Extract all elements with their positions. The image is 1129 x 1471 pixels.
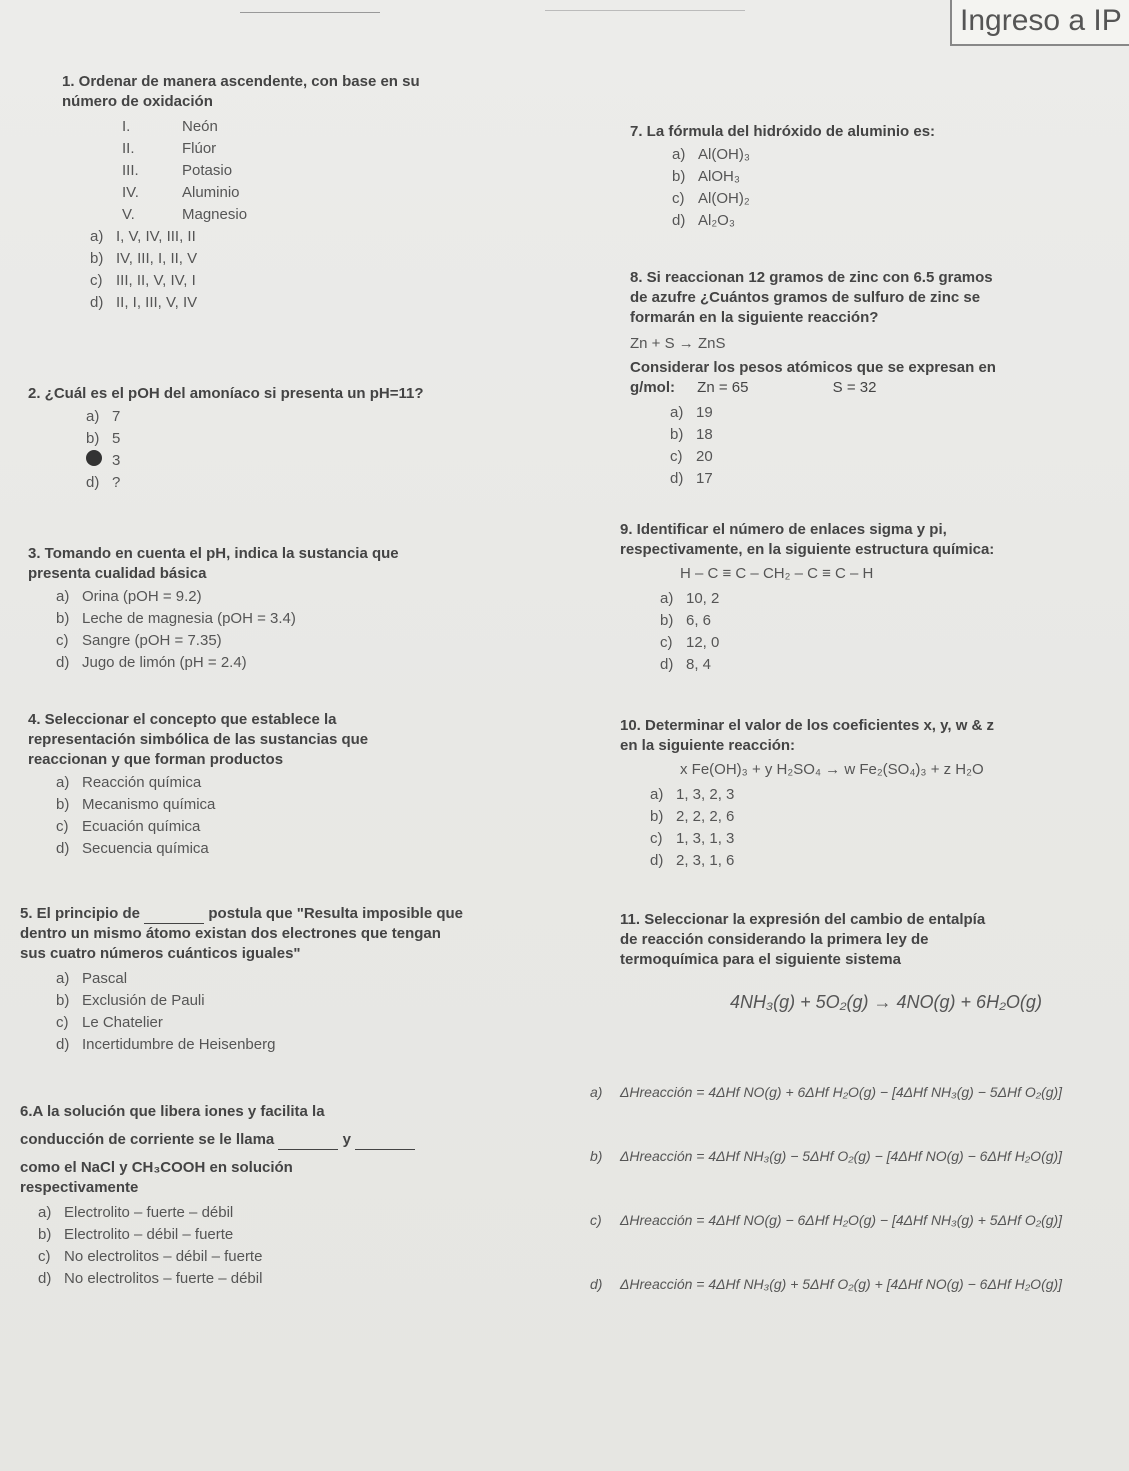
question-5-title-b: postula que "Resulta imposible que: [208, 905, 464, 922]
header-box: [950, 0, 1129, 46]
option-b[interactable]: [86, 428, 588, 450]
answer-blank[interactable]: [144, 909, 204, 924]
roman-item: [122, 138, 582, 160]
option-b[interactable]: [38, 1224, 590, 1246]
roman-label: Flúor: [182, 140, 217, 157]
option-b[interactable]: [56, 990, 590, 1012]
option-letter: d): [660, 656, 674, 673]
option-text: 5: [112, 430, 121, 447]
option-letter: c): [56, 632, 69, 649]
option-c[interactable]: [86, 450, 588, 472]
option-text: 20: [696, 448, 713, 465]
option-text: ΔHreacción = 4ΔHf NH₃(g) − 5ΔHf O₂(g) − [4ΔHf NO(g) − 6ΔHf H₂O(g)]: [620, 1148, 1063, 1164]
option-b[interactable]: [590, 1144, 1125, 1168]
roman-label: Aluminio: [182, 184, 240, 201]
option-b[interactable]: [672, 166, 1120, 188]
option-c[interactable]: [90, 270, 582, 292]
roman-item: [122, 182, 582, 204]
option-d[interactable]: [56, 838, 588, 860]
option-text: Leche de magnesia (pOH = 3.4): [82, 610, 296, 627]
question-2-title: 2. ¿Cuál es el pOH del amoníaco si presenta un pH=11?: [28, 385, 424, 402]
question-10-reaction: x Fe(OH)₃ + y H₂SO₄ → w Fe₂(SO₄)₃ + z H₂O: [680, 761, 984, 778]
roman-label: Potasio: [182, 162, 233, 179]
option-text: III, II, V, IV, I: [116, 272, 196, 289]
option-letter: d): [38, 1270, 52, 1287]
option-d[interactable]: [56, 1034, 590, 1056]
option-letter: b): [670, 426, 684, 443]
question-5-title-3: sus cuatro números cuánticos iguales": [20, 945, 301, 962]
answer-blank-2[interactable]: [355, 1135, 415, 1150]
option-b[interactable]: [56, 794, 588, 816]
option-letter: d): [56, 1036, 70, 1053]
option-a[interactable]: [590, 1080, 1125, 1104]
option-letter: a): [650, 786, 664, 803]
question-8-units-row: [630, 378, 1125, 398]
option-letter: a): [56, 774, 70, 791]
question-10-title-2: en la siguiente reacción:: [620, 737, 796, 754]
option-letter: b): [56, 992, 70, 1009]
top-rule: [240, 12, 380, 13]
question-11: [620, 910, 1125, 1042]
option-text: 12, 0: [686, 634, 720, 651]
option-letter: d): [672, 212, 686, 229]
question-10-title: 10. Determinar el valor de los coeficientes x, y, w & z: [620, 717, 995, 734]
option-b[interactable]: [670, 424, 1125, 446]
option-d[interactable]: [86, 472, 588, 494]
option-letter: c): [56, 1014, 69, 1031]
option-text: I, V, IV, III, II: [116, 228, 196, 245]
question-6: [20, 1102, 590, 1290]
option-text: Orina (pOH = 9.2): [82, 588, 202, 605]
option-a[interactable]: [56, 968, 590, 990]
option-letter: b): [56, 610, 70, 627]
question-4-title-3: reaccionan y que forman productos: [28, 751, 284, 768]
question-11-title-3: termoquímica para el siguiente sistema: [620, 951, 901, 968]
option-text: Al(OH)₂: [698, 190, 750, 207]
question-6-title-2a: conducción de corriente se le llama: [20, 1131, 275, 1148]
option-letter: b): [56, 796, 70, 813]
option-a[interactable]: [670, 402, 1125, 424]
roman-item: [122, 116, 582, 138]
roman-num: IV.: [122, 184, 139, 201]
option-text: Mecanismo química: [82, 796, 216, 813]
roman-num: I.: [122, 118, 131, 135]
option-letter: b): [86, 430, 100, 447]
option-d[interactable]: [672, 210, 1120, 232]
question-8-title: 8. Si reaccionan 12 gramos de zinc con 6.5 gramos: [630, 269, 993, 286]
question-4-title: 4. Seleccionar el concepto que establece la: [28, 711, 337, 728]
question-3-title-2: presenta cualidad básica: [28, 565, 207, 582]
question-2: [28, 384, 588, 494]
option-text: II, I, III, V, IV: [116, 294, 198, 311]
option-letter: a): [56, 588, 70, 605]
question-1: [62, 72, 582, 314]
option-text: ΔHreacción = 4ΔHf NH₃(g) + 5ΔHf O₂(g) + [4ΔHf NO(g) − 6ΔHf H₂O(g)]: [620, 1276, 1063, 1292]
roman-label: Magnesio: [182, 206, 248, 223]
option-text: 1, 3, 1, 3: [676, 830, 735, 847]
option-text: ?: [112, 474, 121, 491]
option-letter: d): [650, 852, 664, 869]
option-text: Le Chatelier: [82, 1014, 163, 1031]
option-text: 7: [112, 408, 121, 425]
option-text: Ecuación química: [82, 818, 201, 835]
option-text: Al(OH)₃: [698, 146, 750, 163]
question-3: [28, 544, 588, 674]
question-8-zn: Zn = 65: [697, 379, 749, 396]
option-text: 17: [696, 470, 713, 487]
question-8-title-2: de azufre ¿Cuántos gramos de sulfuro de zinc se: [630, 289, 981, 306]
option-text: Electrolito – fuerte – débil: [64, 1204, 234, 1221]
option-a[interactable]: [660, 588, 1125, 610]
roman-item: [122, 160, 582, 182]
option-letter: d): [86, 474, 100, 491]
question-11-options: [590, 1080, 1125, 1296]
option-letter: a): [590, 1084, 603, 1100]
option-text: IV, III, I, II, V: [116, 250, 198, 267]
question-7-title: 7. La fórmula del hidróxido de aluminio es:: [630, 123, 936, 140]
option-letter: b): [90, 250, 104, 267]
question-8-title-3: formarán en la siguiente reacción?: [630, 309, 879, 326]
question-5-title-2: dentro un mismo átomo existan dos electrones que tengan: [20, 925, 441, 942]
option-text: 8, 4: [686, 656, 712, 673]
question-7: [630, 122, 1120, 232]
option-d[interactable]: [650, 850, 1125, 872]
option-text: Exclusión de Pauli: [82, 992, 205, 1009]
option-letter: a): [38, 1204, 52, 1221]
option-letter: c): [56, 818, 69, 835]
option-letter: d): [56, 654, 70, 671]
question-6-title-2: [20, 1130, 590, 1150]
option-text: No electrolitos – débil – fuerte: [64, 1248, 263, 1265]
option-letter: c): [660, 634, 673, 651]
option-c[interactable]: [590, 1208, 1125, 1232]
option-text: Jugo de limón (pH = 2.4): [82, 654, 247, 671]
option-d[interactable]: [660, 654, 1125, 676]
option-text: 18: [696, 426, 713, 443]
question-6-y: y: [342, 1131, 351, 1148]
option-text: Reacción química: [82, 774, 202, 791]
question-5-title: [20, 904, 590, 924]
option-letter: c): [90, 272, 103, 289]
option-letter: a): [672, 146, 686, 163]
question-9: [620, 520, 1125, 676]
option-text: ΔHreacción = 4ΔHf NO(g) + 6ΔHf H₂O(g) − [4ΔHf NH₃(g) − 5ΔHf O₂(g)]: [620, 1084, 1063, 1100]
option-c[interactable]: [56, 816, 588, 838]
option-letter: d): [56, 840, 70, 857]
question-4: [28, 710, 588, 860]
option-text: 2, 3, 1, 6: [676, 852, 735, 869]
option-letter: b): [590, 1148, 603, 1164]
option-text: No electrolitos – fuerte – débil: [64, 1270, 263, 1287]
roman-item: [122, 204, 582, 226]
option-letter: b): [38, 1226, 52, 1243]
top-rule-2: [545, 10, 745, 11]
question-1-title: 1. Ordenar de manera ascendente, con base en su: [62, 73, 420, 90]
option-letter: a): [660, 590, 674, 607]
option-c[interactable]: [672, 188, 1120, 210]
option-a[interactable]: [90, 226, 582, 248]
question-6-title-4: respectivamente: [20, 1179, 139, 1196]
option-c[interactable]: [56, 1012, 590, 1034]
option-letter: c): [650, 830, 663, 847]
option-text: 6, 6: [686, 612, 712, 629]
question-8-units: g/mol:: [630, 379, 675, 396]
option-text: Secuencia química: [82, 840, 209, 857]
question-4-title-2: representación simbólica de las sustancias que: [28, 731, 369, 748]
option-text: 10, 2: [686, 590, 720, 607]
question-11-title-2: de reacción considerando la primera ley de: [620, 931, 929, 948]
option-b[interactable]: [56, 608, 588, 630]
option-letter: c): [670, 448, 683, 465]
header-title: Ingreso a IP: [960, 4, 1122, 37]
option-letter: a): [90, 228, 104, 245]
option-letter: a): [86, 408, 100, 425]
option-letter: c): [38, 1248, 51, 1265]
option-letter: a): [670, 404, 684, 421]
option-d[interactable]: [38, 1268, 590, 1290]
option-d[interactable]: [56, 652, 588, 674]
question-8: [630, 268, 1125, 490]
question-9-title-2: respectivamente, en la siguiente estructura química:: [620, 541, 995, 558]
option-a[interactable]: [56, 586, 588, 608]
question-11-title: 11. Seleccionar la expresión del cambio de entalpía: [620, 911, 986, 928]
option-a[interactable]: [56, 772, 588, 794]
question-6-title-3: como el NaCl y CH₃COOH en solución: [20, 1159, 293, 1176]
option-letter: d): [90, 294, 104, 311]
option-text: Electrolito – débil – fuerte: [64, 1226, 234, 1243]
option-letter: b): [672, 168, 686, 185]
option-letter: c): [590, 1212, 602, 1228]
option-b[interactable]: [650, 806, 1125, 828]
option-letter: d): [590, 1276, 603, 1292]
option-text: Incertidumbre de Heisenberg: [82, 1036, 276, 1053]
question-11-system: 4NH₃(g) + 5O₂(g) → 4NO(g) + 6H₂O(g): [730, 992, 1042, 1012]
option-d[interactable]: [590, 1272, 1125, 1296]
option-a[interactable]: [86, 406, 588, 428]
option-c[interactable]: [660, 632, 1125, 654]
option-b[interactable]: [660, 610, 1125, 632]
question-5: [20, 904, 590, 1056]
question-10: [620, 716, 1125, 872]
option-text: Pascal: [82, 970, 128, 987]
option-text: Sangre (pOH = 7.35): [82, 632, 222, 649]
roman-num: II.: [122, 140, 135, 157]
option-d[interactable]: [670, 468, 1125, 490]
option-a[interactable]: [38, 1202, 590, 1224]
question-9-title: 9. Identificar el número de enlaces sigma y pi,: [620, 521, 947, 538]
roman-num: III.: [122, 162, 139, 179]
option-letter: c): [672, 190, 685, 207]
question-5-title-a: 5. El principio de: [20, 905, 141, 922]
option-d[interactable]: [90, 292, 582, 314]
option-text: Al₂O₃: [698, 212, 735, 229]
selected-mark-icon: [86, 450, 102, 466]
option-a[interactable]: [650, 784, 1125, 806]
question-6-title: 6.A la solución que libera iones y facilita la: [20, 1103, 325, 1120]
option-c[interactable]: [38, 1246, 590, 1268]
option-text: 1, 3, 2, 3: [676, 786, 735, 803]
option-text: 3: [112, 452, 121, 469]
option-letter: d): [670, 470, 684, 487]
option-letter: b): [660, 612, 674, 629]
option-letter: a): [56, 970, 70, 987]
question-8-title-4: Considerar los pesos atómicos que se expresan en: [630, 359, 996, 376]
option-c[interactable]: [670, 446, 1125, 468]
roman-label: Neón: [182, 118, 218, 135]
option-c[interactable]: [650, 828, 1125, 850]
option-text: ΔHreacción = 4ΔHf NO(g) − 6ΔHf H₂O(g) − [4ΔHf NH₃(g) + 5ΔHf O₂(g)]: [620, 1212, 1063, 1228]
option-text: 19: [696, 404, 713, 421]
option-text: AlOH₃: [698, 168, 740, 185]
question-8-s: S = 32: [832, 379, 877, 396]
option-letter: b): [650, 808, 664, 825]
question-8-reaction: Zn + S → ZnS: [630, 335, 726, 352]
question-3-title: 3. Tomando en cuenta el pH, indica la sustancia que: [28, 545, 399, 562]
option-c[interactable]: [56, 630, 588, 652]
option-text: 2, 2, 2, 6: [676, 808, 735, 825]
answer-blank-1[interactable]: [278, 1135, 338, 1150]
roman-num: V.: [122, 206, 135, 223]
question-1-title-2: número de oxidación: [62, 93, 213, 110]
question-9-structure: H – C ≡ C – CH₂ – C ≡ C – H: [680, 565, 874, 582]
option-a[interactable]: [672, 144, 1120, 166]
option-b[interactable]: [90, 248, 582, 270]
